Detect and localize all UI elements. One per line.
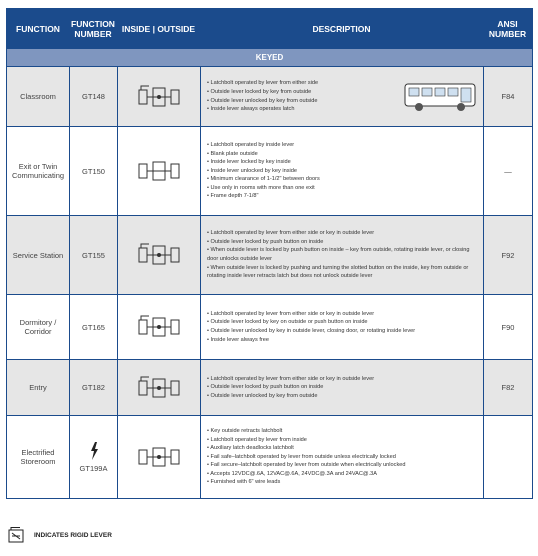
- description-item: • Inside lever locked by key inside: [207, 158, 320, 167]
- school-bus-illustration: [403, 80, 479, 114]
- header-ansi-number: [483, 9, 532, 49]
- lock-diagram-cell: [117, 127, 200, 215]
- description-list: [207, 141, 320, 201]
- description-item: • Frame depth 7-1/8": [207, 192, 320, 201]
- table-row: [7, 294, 532, 359]
- description-item: • Fail secure–latchbolt operated by lever from outside when electrically unlocked: [207, 461, 405, 470]
- description-list: [207, 427, 405, 487]
- description-item: • Latchbolt operated by lever from either side or key in outside lever: [207, 375, 374, 384]
- lock-rigid-lever-icon: [136, 315, 182, 339]
- lock-rigid-lever-icon: [136, 376, 182, 400]
- lock-rigid-lever-icon: [136, 85, 182, 109]
- description-cell: [200, 360, 483, 415]
- lock-lever-icon: [136, 159, 182, 183]
- ansi-cell: [483, 416, 532, 498]
- description-item: • Latchbolt operated by lever from either side or key in outside lever: [207, 310, 415, 319]
- description-item: • Latchbolt operated by lever from either side or key in outside lever: [207, 229, 479, 238]
- description-item: • Outside lever unlocked by key from outside: [207, 97, 318, 106]
- lock-lever-icon: [136, 445, 182, 469]
- header-description: DESCRIPTION: [312, 24, 371, 34]
- function-number-cell: GT148: [69, 67, 117, 126]
- function-cell: Exit or Twin Communicating: [11, 162, 65, 180]
- lock-diagram-cell: [117, 295, 200, 359]
- lightning-bolt-icon: [89, 442, 99, 460]
- description-item: • Latchbolt operated by lever from either side: [207, 79, 318, 88]
- description-item: • Outside lever locked by push button on inside: [207, 383, 374, 392]
- function-number-cell: GT150: [69, 127, 117, 215]
- function-number-cell: GT155: [69, 216, 117, 294]
- ansi-cell: F84: [483, 67, 532, 126]
- description-item: • Fail safe–latchbolt operated by lever from outside unless electrically locked: [207, 453, 405, 462]
- function-number-cell: GT182: [69, 360, 117, 415]
- description-item: • Inside lever always operates latch: [207, 105, 318, 114]
- description-list: [207, 310, 415, 344]
- lock-diagram-cell: [117, 67, 200, 126]
- function-number-cell: [69, 416, 117, 498]
- header-function-number-line1: FUNCTION: [71, 19, 115, 29]
- description-cell: [200, 295, 483, 359]
- header-ansi-line2: NUMBER: [488, 29, 527, 39]
- ansi-cell: F92: [483, 216, 532, 294]
- header-ansi-line1: ANSI: [497, 19, 518, 29]
- section-keyed: KEYED: [7, 49, 532, 66]
- legend-label: INDICATES RIGID LEVER: [34, 531, 112, 539]
- description-cell: [200, 416, 483, 498]
- description-cell: [200, 216, 483, 294]
- description-item: • Use only in rooms with more than one exit: [207, 184, 320, 193]
- description-item: • Furnished with 6" wire leads: [207, 478, 405, 487]
- description-list: [207, 375, 374, 401]
- function-cell: Entry: [29, 383, 47, 392]
- table-row: [7, 415, 532, 498]
- description-item: • Blank plate outside: [207, 150, 320, 159]
- function-cell: Classroom: [20, 92, 56, 101]
- table-row: [7, 215, 532, 294]
- lock-diagram-cell: [117, 216, 200, 294]
- description-item: • Latchbolt operated by lever from inside: [207, 436, 405, 445]
- description-item: • Auxiliary latch deadlocks latchbolt: [207, 444, 405, 453]
- table-header: [7, 9, 532, 49]
- description-item: • When outside lever is locked by push button on inside – key from outside, rotating inside lever, or closing door unlocks outside lever: [207, 246, 479, 263]
- function-cell: Service Station: [12, 250, 64, 260]
- function-cell: Dormitory / Corridor: [19, 318, 57, 336]
- description-list: [207, 79, 318, 113]
- description-cell: [200, 127, 483, 215]
- description-item: • Outside lever unlocked by key from outside: [207, 392, 374, 401]
- function-cell: Electrified Storeroom: [20, 448, 56, 466]
- description-item: • Minimum clearance of 1-1/2" between doors: [207, 175, 320, 184]
- header-function-number: [69, 9, 117, 49]
- function-number-cell: GT165: [69, 295, 117, 359]
- lock-diagram-cell: [117, 416, 200, 498]
- legend: [8, 527, 112, 543]
- lock-diagram-cell: [117, 360, 200, 415]
- description-item: • Outside lever locked by push button on inside: [207, 238, 479, 247]
- lock-rigid-lever-icon: [136, 243, 182, 267]
- description-cell: [200, 67, 483, 126]
- header-function: FUNCTION: [16, 24, 60, 34]
- description-list: [207, 229, 479, 281]
- function-number-label: GT199A: [79, 463, 108, 473]
- description-item: • Outside lever locked by key from outside: [207, 88, 318, 97]
- table-row: [7, 126, 532, 215]
- header-inside-outside: INSIDE | OUTSIDE: [121, 24, 196, 34]
- description-item: • Inside lever unlocked by key inside: [207, 167, 320, 176]
- description-item: • Outside lever unlocked by key in outside lever, closing door, or rotating inside lever: [207, 327, 415, 336]
- header-function-number-line2: NUMBER: [74, 29, 112, 39]
- rigid-lever-icon: [8, 527, 26, 543]
- function-table: [6, 8, 533, 499]
- description-item: • Outside lever locked by key on outside or push button on inside: [207, 318, 415, 327]
- description-item: • Inside lever always free: [207, 336, 415, 345]
- description-item: • When outside lever is locked by pushing and turning the slotted button on the inside, key from outside or rotating inside lever retracts latch but does not unlock outside lever: [207, 264, 479, 281]
- ansi-cell: —: [483, 127, 532, 215]
- description-item: • Key outside retracts latchbolt: [207, 427, 405, 436]
- ansi-cell: F82: [483, 360, 532, 415]
- ansi-cell: F90: [483, 295, 532, 359]
- table-row: [7, 359, 532, 415]
- description-item: • Accepts 12VDC@.6A, 12VAC@.6A, 24VDC@.3A and 24VAC@.3A: [207, 470, 405, 479]
- description-item: • Latchbolt operated by inside lever: [207, 141, 320, 150]
- table-row: [7, 66, 532, 126]
